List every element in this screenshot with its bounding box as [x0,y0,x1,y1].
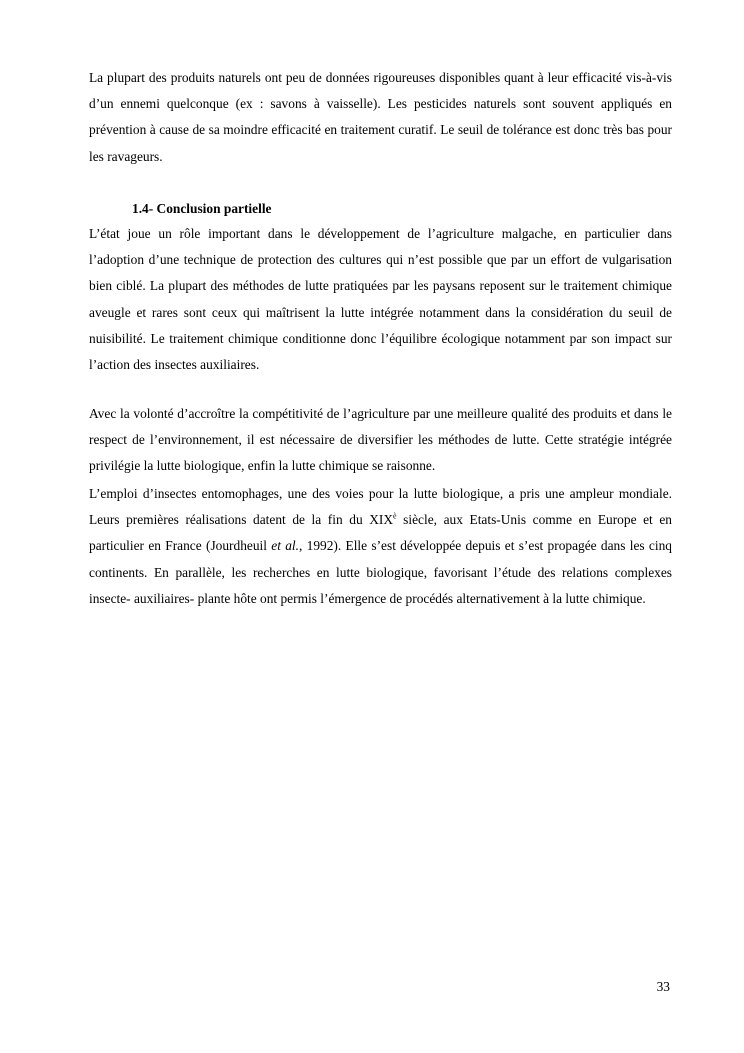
section-heading: 1.4- Conclusion partielle [132,201,272,216]
paragraph-conclusion: L’état joue un rôle important dans le développement de l’agriculture malgache, en particulier dans l’adoption d’une technique de protection des cultures qui n’est possible que par un effort de vulgarisation bien ciblé. La plupart des méthodes de lutte pratiquées par les paysans reposent sur le traitement chimique aveugle et rares sont ceux qui maîtrisent la lutte intégrée notamment dans la considération du seuil de nuisibilité. Le traitement chimique conditionne donc l’équilibre écologique notamment par son impact sur l’action des insectes auxiliaires. [89,226,672,373]
paragraph-4-part-3: , 1992). Elle s’est développée depuis et s’est propagée dans les cinq continents. En parallèle, les recherches en lutte biologique, favorisant l’étude des relations complexes insecte- auxiliaires- plante hôte ont permis l’émergence de procédés alternativement à la lutte chimique. [89,538,672,606]
superscript-century: è [393,511,397,521]
paragraph-entomophagous-insects [89,481,672,612]
paragraph-competitiveness: Avec la volonté d’accroître la compétitivité de l’agriculture par une meilleure qualité des produits et dans le respect de l’environnement, il est nécessaire de diversifier les méthodes de lutte. Cette stratégie intégrée privilégie la lutte biologique, enfin la lutte chimique se raisonne. [89,406,672,474]
page-number: 33 [656,979,670,994]
paragraph-4-part-2: siècle, aux Etats-Unis comme en Europe et en particulier en France (Jourdheuil [89,512,672,554]
paragraph-4-part-1: L’emploi d’insectes entomophages, une des voies pour la lutte biologique, a pris une ampleur mondiale. Leurs premières réalisations datent de la fin du XIX [89,486,672,528]
paragraph-natural-products: La plupart des produits naturels ont peu de données rigoureuses disponibles quant à leur efficacité vis-à-vis d’un ennemi quelconque (ex : savons à vaisselle). Les pesticides naturels sont souvent appliqués en prévention à cause de sa moindre efficacité en traitement curatif. Le seuil de tolérance est donc très bas pour les ravageurs. [89,70,672,164]
citation-et-al: et al. [271,538,299,554]
